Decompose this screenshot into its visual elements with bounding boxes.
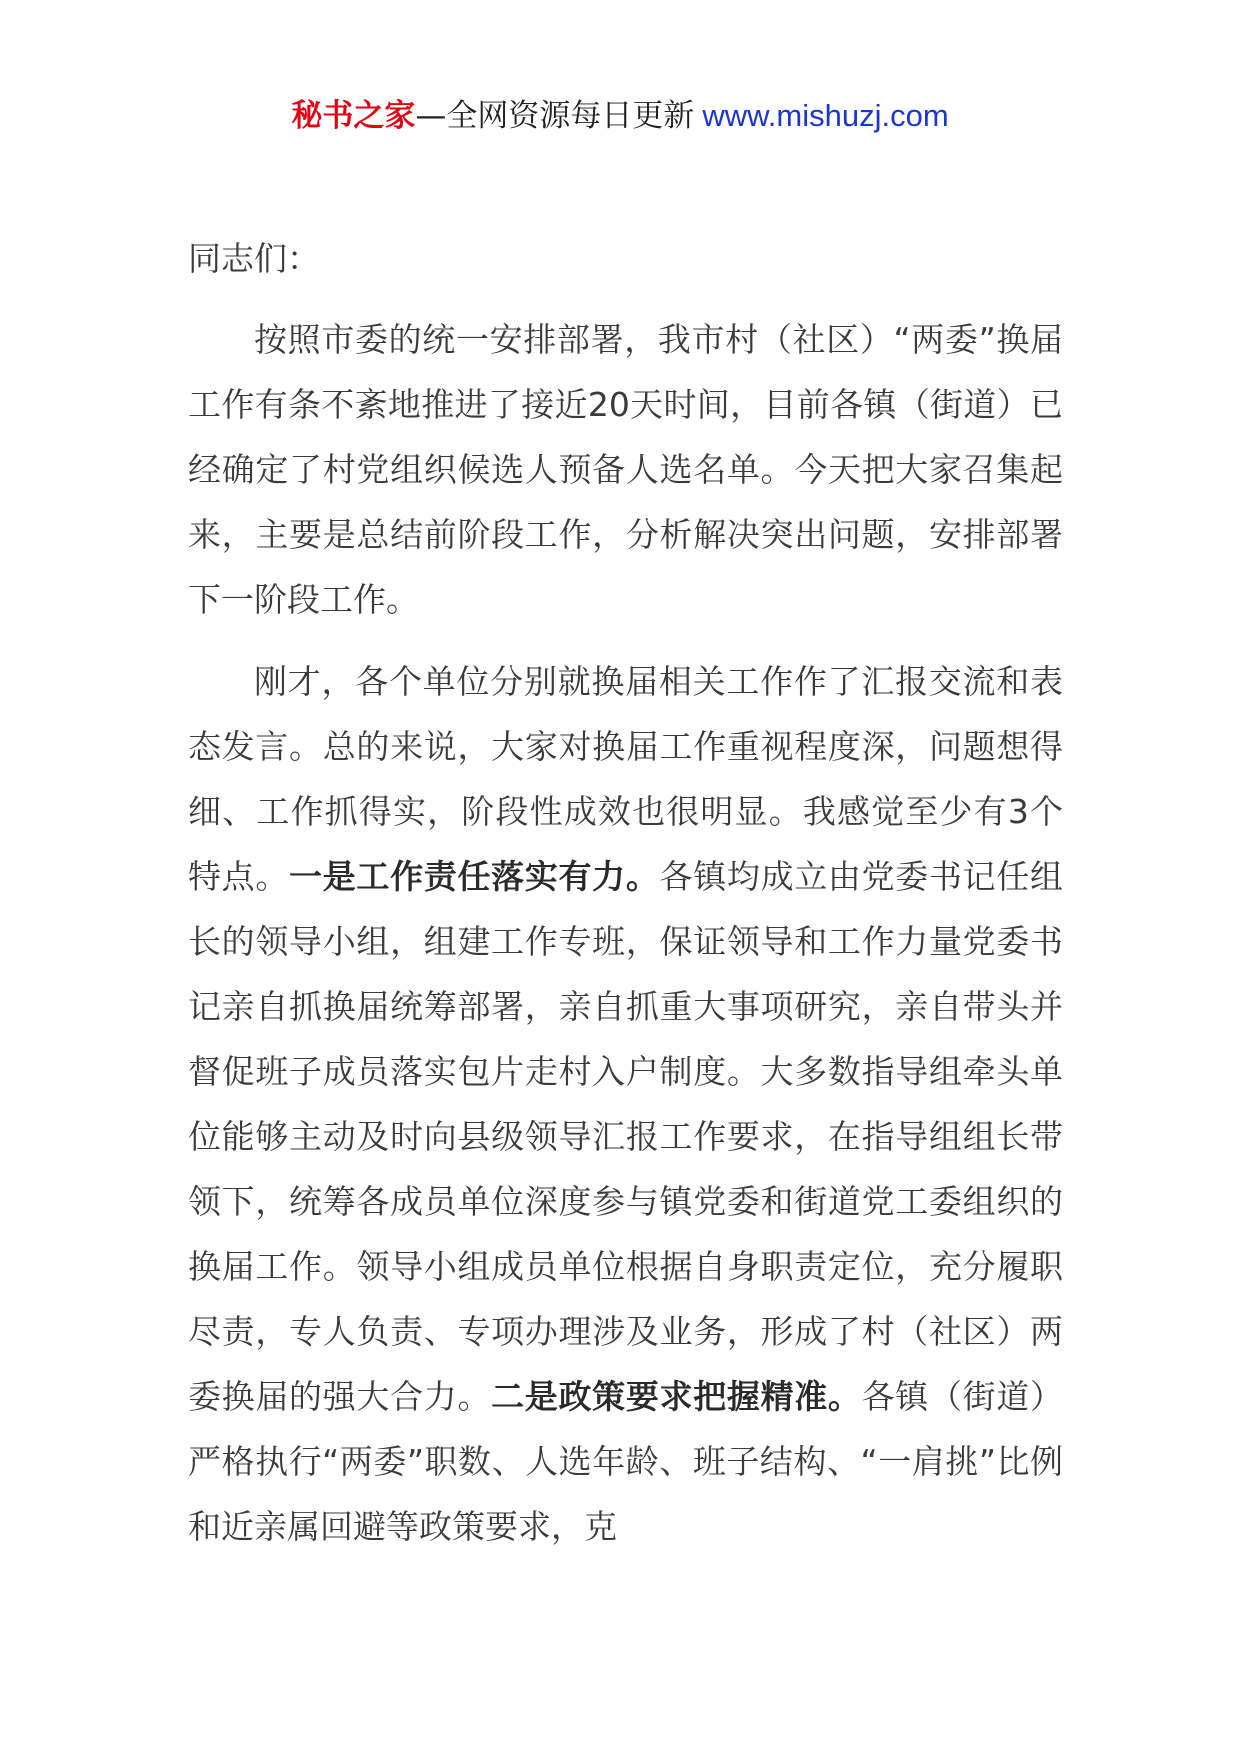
- salutation: 同志们：: [188, 239, 320, 278]
- website-link[interactable]: www.mishuzj.com: [702, 98, 949, 133]
- paragraph-1: [188, 307, 1063, 632]
- document-body: [188, 226, 1063, 1576]
- point-heading-2: 二是政策要求把握精准。: [491, 1377, 862, 1416]
- page-header: [0, 96, 1240, 136]
- brand-name: 秘书之家: [291, 98, 416, 134]
- header-tagline: —全网资源每日更新: [415, 98, 695, 134]
- paragraph-text: 各镇均成立由党委书记任组长的领导小组，组建工作专班，保证领导和工作力量党委书记亲自抓换届统筹部署，亲自抓重大事项研究，亲自带头并督促班子成员落实包片走村入户制度。大多数指导组牵头单位能够主动及时向县级领导汇报工作要求，在指导组组长带领下，统筹各成员单位深度参与镇党委和街道党工委组织的换届工作。领导小组成员单位根据自身职责定位，充分履职尽责，专人负责、专项办理涉及业务，形成了村（社区）两委换届的强大合力。: [188, 857, 1064, 1416]
- paragraph-text: 按照市委的统一安排部署，我市村（社区）“两委”换届工作有条不紊地推进了接近20天时间，目前各镇（街道）已经确定了村党组织候选人预备人选名单。今天把大家召集起来，主要是总结前阶段工作，分析解决突出问题，安排部署下一阶段工作。: [188, 320, 1063, 619]
- paragraph-2: [188, 649, 1063, 1559]
- point-heading-1: 一是工作责任落实有力。: [289, 857, 660, 896]
- paragraph-text: 各镇（街道）严格执行“两委”职数、人选年龄、班子结构、“一肩挑”比例和近亲属回避等政策要求，克: [188, 1377, 1064, 1546]
- paragraph-text: 刚才，各个单位分别就换届相关工作作了汇报交流和表态发言。总的来说，大家对换届工作重视程度深，问题想得细、工作抓得实，阶段性成效也很明显。我感觉至少有3个特点。: [188, 662, 1063, 896]
